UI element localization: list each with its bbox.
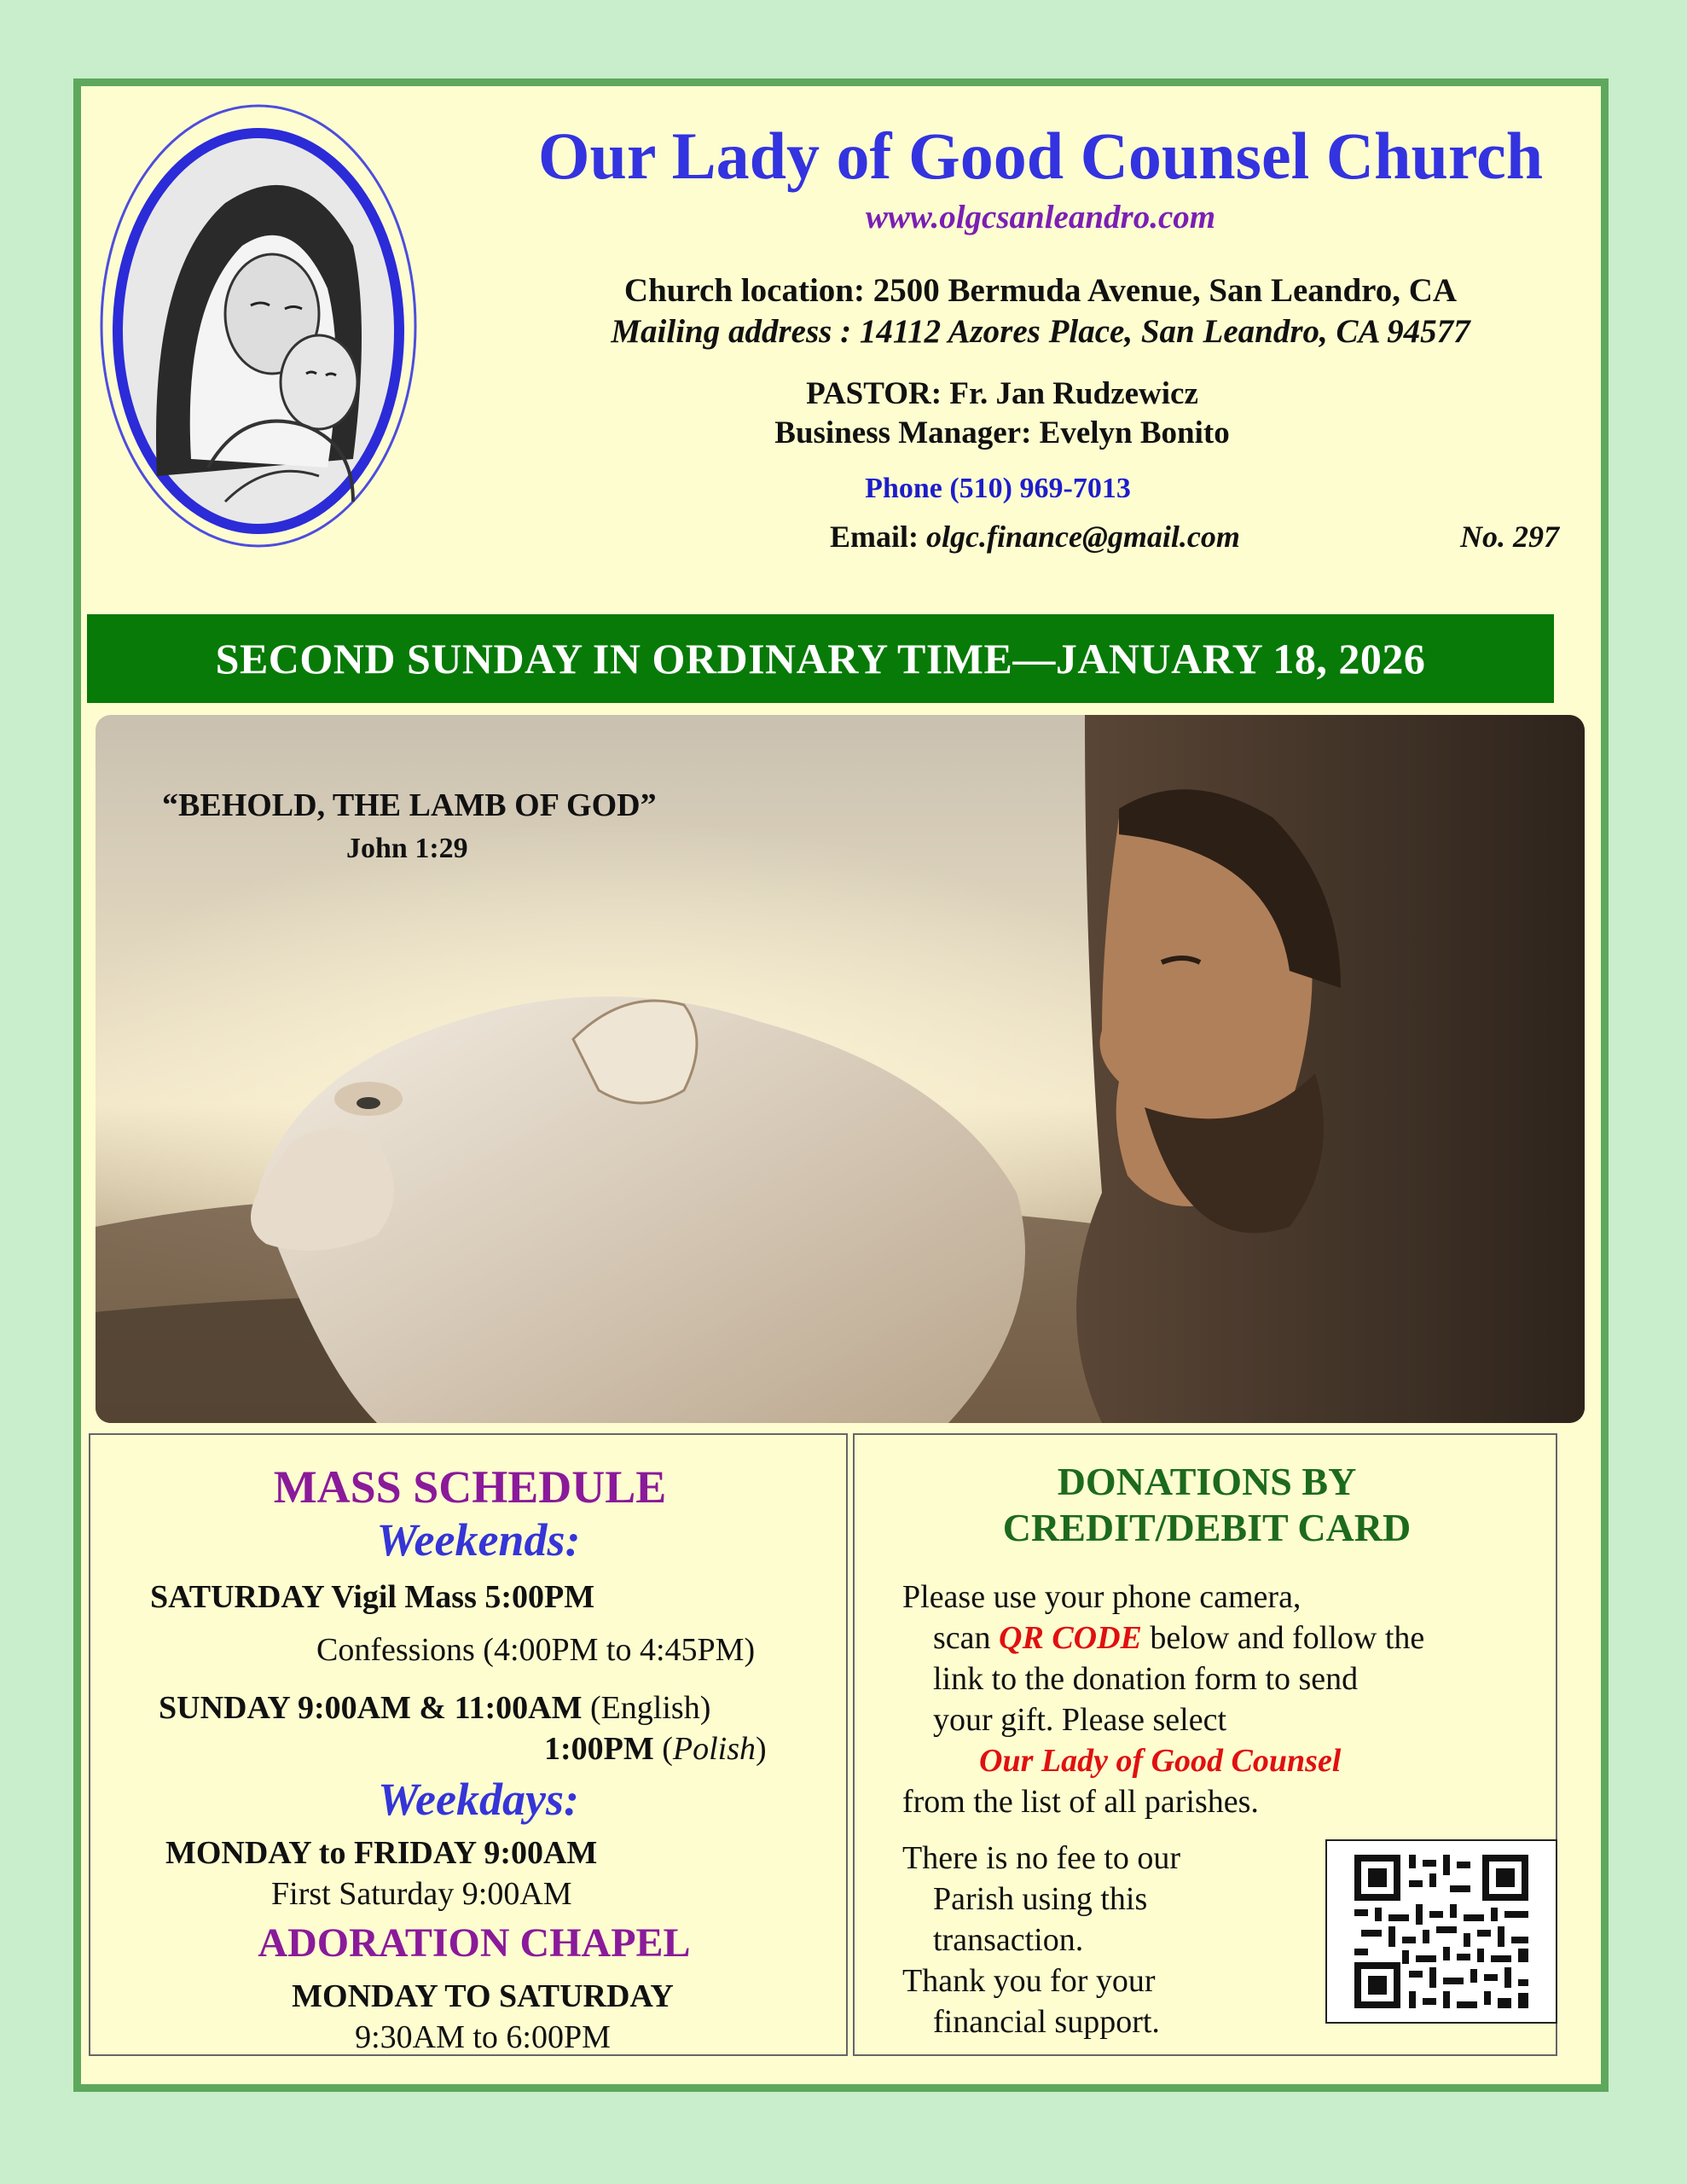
donation-text: [933, 1619, 1424, 1657]
weekday-mass: MONDAY to FRIDAY 9:00AM: [165, 1835, 598, 1871]
email-address[interactable]: olgc.finance@gmail.com: [926, 520, 1240, 554]
sunday-english-label: (English): [589, 1690, 711, 1726]
church-location: Church location: 2500 Bermuda Avenue, San Leandro, CA: [623, 272, 1458, 309]
madonna-logo: [97, 101, 420, 551]
fee-text: Parish using this: [933, 1881, 1148, 1917]
adoration-hours: 9:30AM to 6:00PM: [355, 2019, 611, 2055]
sunday-times: SUNDAY 9:00AM & 11:00AM: [159, 1690, 590, 1726]
thanks-text: financial support.: [933, 2004, 1160, 2040]
donations-heading-2: CREDIT/DEBIT CARD: [1002, 1506, 1412, 1549]
donation-text: link to the donation form to send: [933, 1661, 1359, 1697]
fee-text: There is no fee to our: [902, 1840, 1181, 1876]
qr-code[interactable]: [1325, 1839, 1557, 2024]
saturday-vigil: SATURDAY Vigil Mass 5:00PM: [150, 1579, 595, 1615]
weekdays-heading: Weekdays:: [378, 1774, 579, 1825]
scan-word: scan: [933, 1620, 1000, 1656]
thanks-text: Thank you for your: [902, 1963, 1156, 1999]
issue-number: No. 297: [1460, 520, 1559, 554]
adoration-heading: ADORATION CHAPEL: [258, 1920, 691, 1966]
first-saturday-mass: First Saturday 9:00AM: [271, 1876, 572, 1912]
confessions-time: Confessions (4:00PM to 4:45PM): [316, 1632, 756, 1668]
sunday-polish-mass: [544, 1730, 767, 1768]
email-line: [830, 519, 1240, 555]
sunday-banner: SECOND SUNDAY IN ORDINARY TIME—JANUARY 18, 2026: [87, 614, 1554, 703]
donation-text: from the list of all parishes.: [902, 1784, 1259, 1820]
qr-code-icon: [1327, 1841, 1556, 2022]
polish-word: Polish: [672, 1731, 757, 1767]
weekends-heading: Weekends:: [376, 1514, 581, 1565]
scripture-citation: John 1:29: [346, 833, 468, 864]
donation-text: Please use your phone camera,: [902, 1579, 1301, 1615]
mass-schedule-heading: MASS SCHEDULE: [273, 1461, 667, 1513]
sunday-masses: [159, 1689, 710, 1727]
donation-text: your gift. Please select: [933, 1702, 1227, 1738]
follow-text: below and follow the: [1141, 1620, 1425, 1656]
fee-text: transaction.: [933, 1922, 1084, 1958]
phone-number[interactable]: Phone (510) 969-7013: [865, 473, 1131, 504]
donations-heading-1: DONATIONS BY: [1057, 1460, 1357, 1503]
sunday-polish-label: (Polish): [662, 1731, 767, 1767]
donations-box: [853, 1433, 1557, 2056]
qr-code-label: QR CODE: [999, 1620, 1142, 1656]
scripture-quote: “BEHOLD, THE LAMB OF GOD”: [162, 787, 657, 823]
mailing-address: Mailing address : 14112 Azores Place, San Leandro, CA 94577: [611, 313, 1470, 350]
church-title: Our Lady of Good Counsel Church: [537, 119, 1544, 193]
parish-name-highlight: Our Lady of Good Counsel: [979, 1743, 1342, 1779]
business-manager: Business Manager: Evelyn Bonito: [774, 415, 1230, 450]
email-label: Email:: [830, 520, 926, 554]
pastor-name: PASTOR: Fr. Jan Rudzewicz: [806, 376, 1198, 411]
sunday-polish-time: 1:00PM: [544, 1731, 663, 1767]
mass-schedule-box: [89, 1433, 848, 2056]
adoration-days: MONDAY TO SATURDAY: [292, 1978, 674, 2014]
website-link[interactable]: www.olgcsanleandro.com: [865, 199, 1216, 235]
